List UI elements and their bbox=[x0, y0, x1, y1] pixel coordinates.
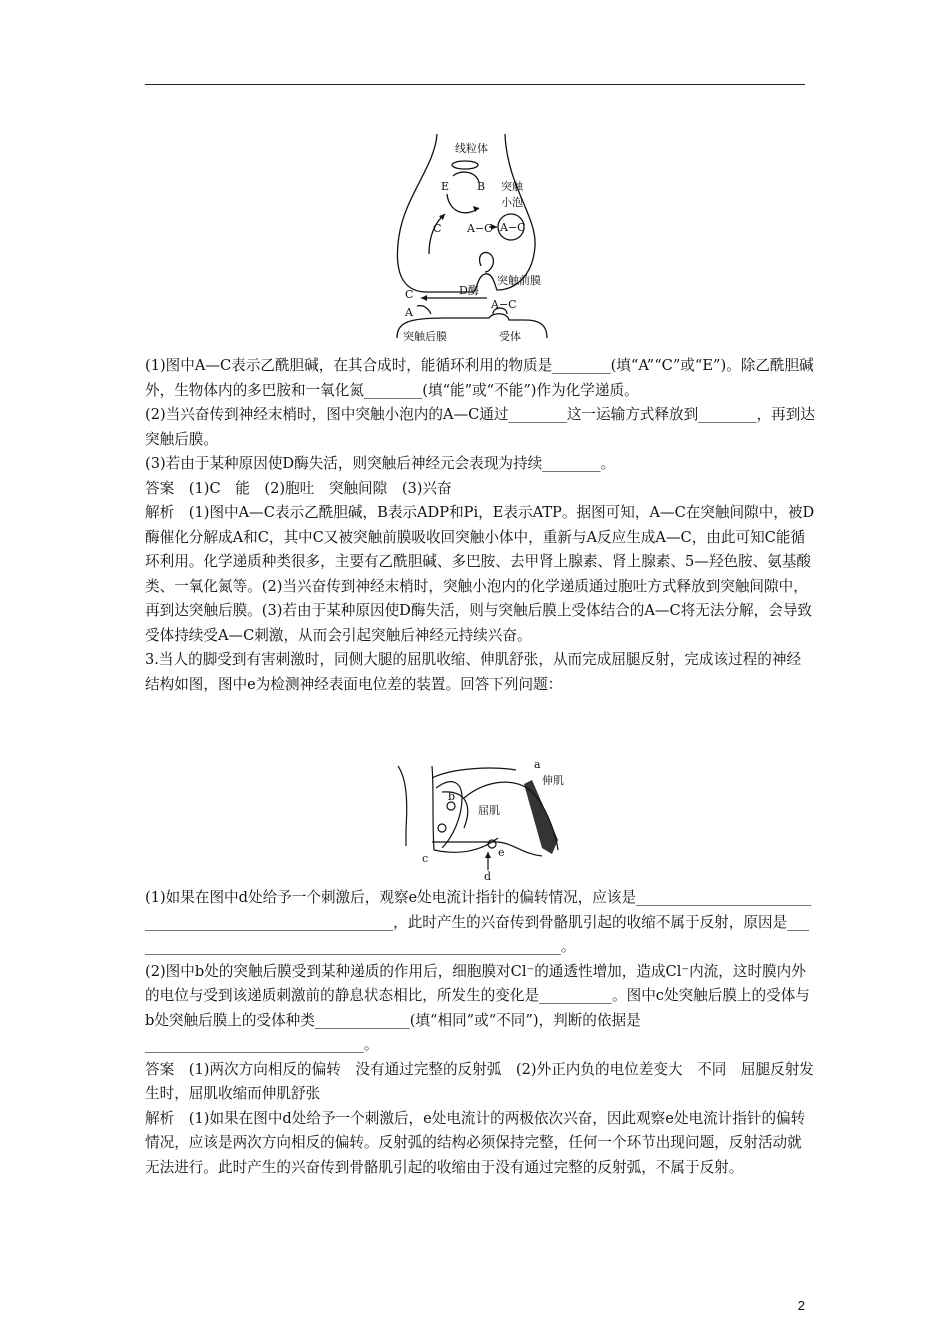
arrowhead-4 bbox=[421, 295, 427, 301]
label-vesicle-2: 小泡 bbox=[501, 196, 523, 209]
spinal-cord-right bbox=[432, 766, 434, 850]
label-mitochondria: 线粒体 bbox=[455, 142, 488, 155]
label-c: c bbox=[422, 852, 429, 865]
label-b: b bbox=[448, 790, 456, 803]
label-receptor: 受体 bbox=[499, 330, 521, 343]
synapse-c bbox=[438, 824, 446, 832]
release-shape bbox=[480, 252, 494, 272]
label-AC-free: A−C bbox=[467, 222, 493, 235]
nerve-top bbox=[432, 768, 516, 778]
label-A: A bbox=[405, 306, 413, 319]
page-number: 2 bbox=[797, 1298, 805, 1313]
label-flexor: 屈肌 bbox=[478, 804, 500, 817]
label-vesicle-1: 突触 bbox=[501, 180, 523, 193]
label-B: B bbox=[477, 180, 486, 193]
q3-analysis: 解析 (1)如果在图中d处给予一个刺激后，e处电流计的两极依次兴奋，因此观察e处电流计指针的偏转情况，应该是两次方向相反的偏转。反射弧的结构必须保持完整，任何一个环节出现问题，反射活动就无法进行。此时产生的兴奋传到骨骼肌引起的收缩由于没有通过完整的反射弧，不属于反射。 bbox=[145, 1109, 806, 1176]
label-AC-cleft: A−C bbox=[491, 298, 517, 311]
spinal-cord-left bbox=[398, 766, 407, 846]
q2-part1: (1)图中A—C表示乙酰胆碱，在其合成时，能循环利用的物质是________(填“A”“C”或“E”)。除乙酰胆碱外，生物体内的多巴胺和一氧化氮________(填“能”或“不能”)作为化学递质。 bbox=[145, 357, 814, 399]
q2-part2: (2)当兴奋传到神经末梢时，图中突触小泡内的A—C通过________这一运输方式释放到________，再到达突触后膜。 bbox=[145, 406, 815, 448]
label-a: a bbox=[534, 758, 541, 771]
mitochondria-shape bbox=[452, 161, 478, 169]
q2-analysis: 解析 (1)图中A—C表示乙酰胆碱，B表示ADP和Pi，E表示ATP。据图可知，A—C在突触间隙中，被D酶催化分解成A和C，其中C又被突触前膜吸收回突触小体中，重新与A反应生成A—C，由此可知C能循环利用。化学递质种类很多，主要有乙酰胆碱、多巴胺、去甲肾上腺素、肾上腺素、5—羟色胺、氨基酸类、一氧化氮等。(2)当兴奋传到神经末梢时，突触小泡内的化学递质通过胞吐方式释放到突触间隙中，再到达突触后膜。(3)若由于某种原因使D酶失活，则与突触后膜上受体结合的A—C将无法分解，会导致受体持续受A—C刺激，从而会引起突触后神经元持续兴奋。 bbox=[145, 504, 815, 644]
cycle-arrow-upper bbox=[453, 172, 479, 182]
q2-answer: 答案 (1)C 能 (2)胞吐 突触间隙 (3)兴奋 bbox=[145, 479, 452, 497]
cycle-arrow-lower bbox=[447, 194, 479, 213]
leg-lower bbox=[432, 842, 542, 856]
label-postsynaptic: 突触后膜 bbox=[403, 330, 447, 343]
synapse-diagram bbox=[385, 126, 565, 346]
q3-intro: 3.当人的脚受到有害刺激时，同侧大腿的屈肌收缩、伸肌舒张，从而完成屈腿反射，完成该过程的神经结构如图，图中e为检测神经表面电位差的装置。回答下列问题： bbox=[145, 651, 802, 693]
question2-block bbox=[145, 354, 815, 697]
label-C-left: C bbox=[405, 288, 414, 301]
label-D-enzyme: D酶 bbox=[459, 284, 479, 297]
label-extensor: 伸肌 bbox=[542, 774, 564, 787]
synapse-b bbox=[447, 802, 455, 810]
a-arrow bbox=[417, 306, 431, 314]
label-presynaptic: 突触前膜 bbox=[497, 274, 541, 287]
muscle-shading bbox=[524, 780, 558, 854]
reflex-diagram bbox=[392, 758, 572, 882]
header-rule bbox=[145, 84, 805, 85]
q3-answer: 答案 (1)两次方向相反的偏转 没有通过完整的反射弧 (2)外正内负的电位差变大 不同 屈腿反射发生时，屈肌收缩而伸肌舒张 bbox=[145, 1060, 814, 1102]
label-d: d bbox=[484, 870, 492, 882]
stimulus-arrowhead bbox=[485, 852, 491, 858]
reflex-figure bbox=[392, 758, 572, 882]
question3-block bbox=[145, 886, 815, 1180]
label-e: e bbox=[498, 846, 505, 859]
q2-part3: (3)若由于某种原因使D酶失活，则突触后神经元会表现为持续________。 bbox=[145, 455, 616, 472]
synapse-figure bbox=[385, 126, 565, 346]
label-E: E bbox=[441, 180, 450, 193]
q3-part2: (2)图中b处的突触后膜受到某种递质的作用后，细胞膜对Cl⁻的通透性增加，造成Cl⁻内流，这时膜内外的电位与受到该递质刺激前的静息状态相比，所发生的变化是__________。图中c处突触后膜上的受体与b处突触后膜上的受体种类_____________(填“相同”或“不同”)，判断的依据是______________________________。 bbox=[145, 962, 810, 1053]
label-AC-vesicle: A−C bbox=[500, 221, 526, 234]
q3-part1: (1)如果在图中d处给予一个刺激后，观察e处电流计指针的偏转情况，应该是__________________________________________________________，此时产生的兴奋传到骨骼肌引起的收缩不属于反射，原因是____________________________________________________________。 bbox=[145, 889, 812, 955]
label-C-top: C bbox=[433, 222, 442, 235]
